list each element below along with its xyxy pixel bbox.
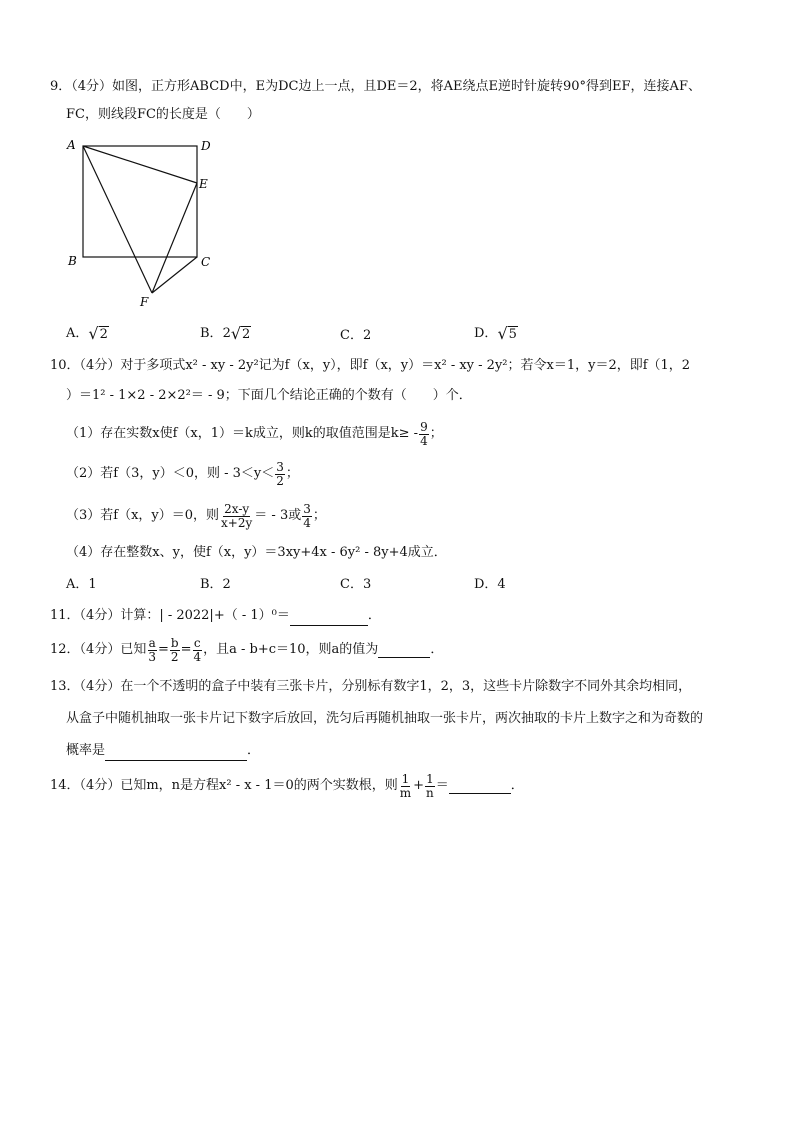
segment-ef [152,183,197,293]
q13-line3: 概率是 ． [66,741,260,761]
label-c: C [201,255,211,269]
label-b: B [68,254,77,268]
q13-line1: 13．（4分）在一个不透明的盒子中装有三张卡片，分别标有数字1，2，3，这些卡片除数字不同外其余均相同， [50,679,692,694]
q11-line: 11．（4分）计算：| - 2022|+（ - 1）⁰＝ ． [50,606,381,626]
q14-line: 14．（4分）已知m，n是方程x² - x - 1＝0的两个实数根，则 $\frac{1}{m}$ + $\frac{1}{n}$ ＝ ． [50,771,524,800]
square-figure [60,135,220,315]
q9-stem-line1: 9．（4分）如图，正方形ABCD中，E为DC边上一点，且DE＝2，将AE绕点E逆时针旋转90°得到EF，连接AF、 [50,79,701,94]
q10-stem-line1: 10．（4分）对于多项式x² - xy - 2y²记为f（x，y），即f（x，y）＝x² - xy - 2y²；若令x＝1，y＝2，即f（1，2 [50,358,691,373]
q10-option-a[interactable]: A．1 [66,577,97,592]
segment-ae [83,146,197,183]
q9-option-d[interactable]: D． √ 5 [474,324,517,343]
q13-line2: 从盒子中随机抽取一张卡片记下数字后放回，洗匀后再随机抽取一张卡片，两次抽取的卡片上数字之和为奇数的 [66,711,704,726]
q10-statement-3: （3）若f（x，y）＝0，则 $\frac{2x-y}{x+2y}$ ＝ - 3或 $\frac{3}{4}$ ； [66,501,326,530]
q9-option-a[interactable]: A． √ 2 [66,324,108,343]
q10-option-b[interactable]: B．2 [200,577,231,592]
q12-line: 12．（4分）已知 $\frac{a}{3}$ = $\frac{b}{2}$ = $\frac{c}{4}$ ，且a - b+c＝10，则a的值为 ． [50,635,444,664]
label-e: E [199,177,208,191]
q10-statement-1: （1）存在实数x使f（x，1）＝k成立，则k的取值范围是k≥ - $\frac{9}{4}$ ； [66,419,443,448]
q9-option-b[interactable]: B．2 √ 2 [200,324,251,343]
q11-answer-blank[interactable] [290,611,368,626]
q10-stem-line2: ）＝1² - 1×2 - 2×2²＝ - 9；下面几个结论正确的个数有（ ）个． [66,388,472,403]
q10-option-c[interactable]: C．3 [340,577,372,592]
q12-answer-blank[interactable] [378,643,430,658]
q10-option-d[interactable]: D．4 [474,577,506,592]
q10-statement-2: （2）若f（3，y）＜0，则 - 3＜y＜ $\frac{3}{2}$ ； [66,459,299,488]
label-f: F [140,295,149,309]
q10-statement-4: （4）存在整数x、y，使f（x，y）＝3xy+4x - 6y² - 8y+4成立． [66,545,447,560]
label-d: D [201,139,211,153]
q9-stem-line2: FC，则线段FC的长度是（ ） [66,107,260,122]
label-a: A [67,138,76,152]
q13-answer-blank[interactable] [105,746,247,761]
q9-option-c[interactable]: C．2 [340,328,372,343]
q14-answer-blank[interactable] [449,779,511,794]
square-abcd [83,146,197,257]
segment-af [83,146,152,293]
